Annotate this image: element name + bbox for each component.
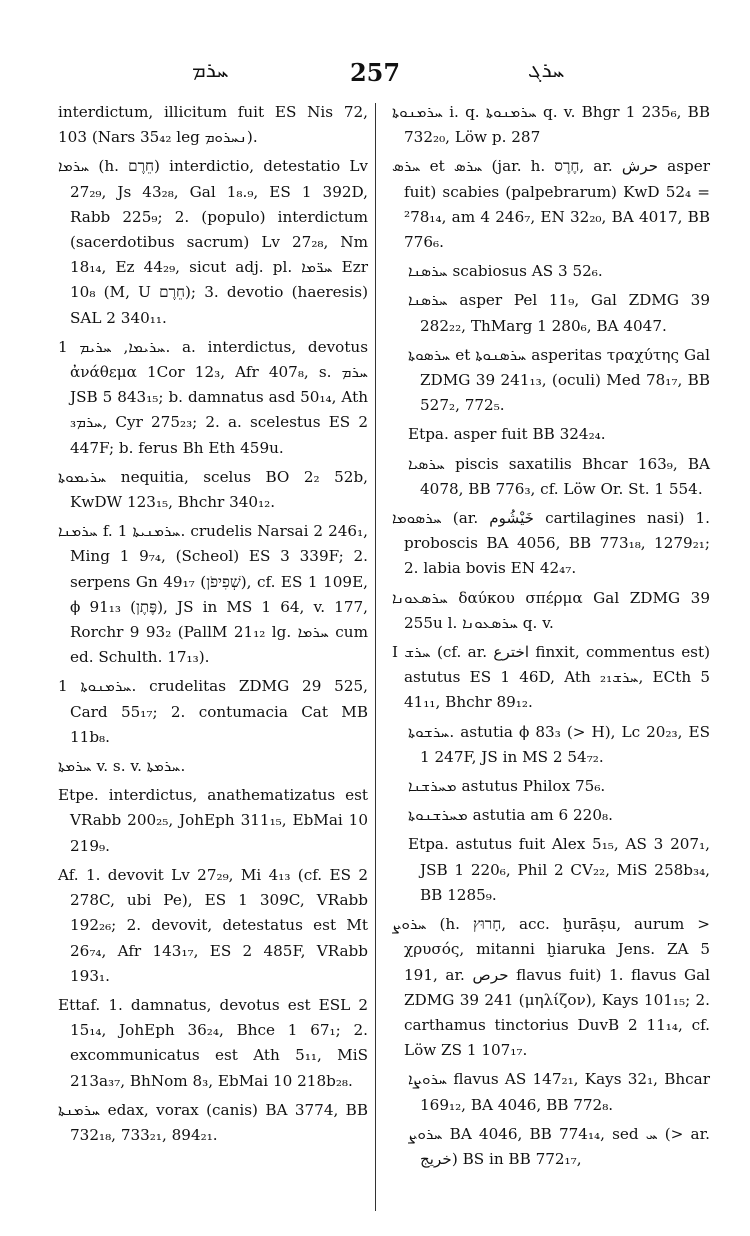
entry-af: Af. 1. devovit Lv 27₂₉, Mi 4₁₃ (cf. ES 2 278C, ubi Pe), ES 1 309C, VRabb 192₂₆; 2. devovit, detestatus est Mt 26₇₄, Afr 143₁₇, ES 2 485F, VRabb 193₁. — [58, 865, 368, 985]
entry-astutia: ܚܪܫܘܬܐ. astutia ϕ 83₃ (> H), Lc 20₂₃, ES 1 247F, JS in MS 2 54₇₂. — [408, 722, 710, 766]
entry-hramanuta: ܚܪܡܢܘܬܐ 1. crudelitas ZDMG 29 525, Card 55₁₇; 2. contumacia Cat MB 11b₈. — [58, 677, 368, 746]
entry-astutia-am: ܡܚܪܫܢܘܬܐ astutia am 6 220₈. — [408, 806, 613, 825]
entry-hrma: ܚܪܡܐ (h. חֵרֶם) interdictio, detestatio Lv 27₂₉, Js 43₂₈, Gal 1₈.₉, ES 1 392D, Rabb 225₉; 2. (populo) interdictum (sacerdotibus sacrum) Lv 27₂₈, Nm 18₁₄, Ez 44₂₉, sicut adj. pl. ܚܪ̈ܡܐ Ezr 10₈ (M, U חֵרֶם); 3. devotio (haeresis) SAL 2 340₁₁. — [58, 157, 368, 327]
entry-hramana: ܚܪܡܢܐ f. ܚܪܡܢܝܬܐ 1. crudelis Narsai 2 246₁, Ming 1 9₇₄, (Scheol) ES 3 339F; 2. serpens Gn 49₁₇ (שְׁפִיפֹן), cf. ES 1 109E, ϕ 91₁₃ (פֶּתֶן), JS in MS 1 64, v. 177, Rorchr 9 93₂ (PallM 21₁₂ lg. ܚܪܡܐ cum ed. Schulth. 17₁₃). — [58, 522, 369, 667]
entry-hrs: ܚܪܣ et ܚܪܣ (jar. h. חֶרֶס, ar. حرش asper fuit) scabies (palpebrarum) KwD 52₄ = ²78₁₄, am 4 246₇, EN 32₂₀, BA 4017, BB 776₆. — [392, 157, 710, 252]
entry-hrima: ܚܪܝܡܐ, ܚܪܝܡ 1. a. interdictus, devotus ἀνάθεμα 1Cor 12₃, Afr 407₈, s. ܚܪܡ JSB 5 843₁₅; b. damnatus asd 50₁₄, Ath ܚܪܡ₃, Cyr 275₂₃; 2. a. scelestus ES 2 447F; b. ferus Bh Eth 459u. — [58, 337, 368, 457]
entry-asperitas: ܚܪܣܘܬܐ et ܚܪܣܢܘܬܐ asperitas τραχύτης Gal ZDMG 39 241₁₃, (oculi) Med 78₁₇, BB 527₂, 772₅. — [408, 345, 711, 415]
entry-flavus: ܚܪܘܨܐ flavus AS 147₂₁, Kays 32₁, Bhcar 169₁₂, BA 4046, BB 772₈. — [408, 1070, 710, 1114]
entry-cross-ref: ܚܪܡܬܐ v. s. v. ܚܪܡܬܐ. — [58, 757, 186, 776]
right-column — [392, 100, 710, 1176]
entry-etpe: Etpe. interdictus, anathematizatus est VRabb 200₂₅, JohEph 311₁₅, EbMai 10 219₉. — [58, 786, 368, 855]
entry-iq: ܚܪܡܢܘܬܐ i. q. ܚܪܡܢܘܬܐ q. v. Bhgr 1 235₆, BB 732₂₀, Löw p. 287 — [392, 103, 711, 147]
entry-continuation: interdictum, illicitum fuit ES Nis 72, 103 (Nars 35₄₂ leg ܢܚܪܘܡ). — [58, 103, 368, 147]
entry-ettaf: Ettaf. 1. damnatus, devotus est ESL 2 15₁₄, JohEph 36₂₄, Bhce 1 67₁; 2. excommunicatus est Ath 5₁₁, MiS 213a₃₇, BhNom 8₃, EbMai 10 218b₂₈. — [58, 995, 368, 1090]
entry-edax: ܚܪܡܢܬܐ edax, vorax (canis) BA 3774, BB 732₁₈, 733₂₁, 894₂₁. — [58, 1100, 368, 1144]
entry-hrus-ba: ܚܪܘܨ BA 4046, BB 774₁₄, sed ܚ (> ar. خريج) BS in BB 772₁₇, — [408, 1124, 710, 1168]
entry-proboscis: ܚܪܣܘܡܐ (ar. خَيْشُوم cartilagines nasi) 1. proboscis BA 4056, BB 773₁₈, 1279₂₁; 2. labia bovis EN 42₄₇. — [392, 509, 710, 578]
running-head-left: ܚܪܡ — [192, 58, 229, 82]
entry-scabiosus: ܚܪܣܢܐ scabiosus AS 3 52₆. — [408, 262, 603, 281]
entry-etpa-astutus: Etpa. astutus fuit Alex 5₁₅, AS 3 207₁, JSB 1 220₆, Phil 2 CV₂₂, MiS 258b₃₄, BB 1285₉. — [408, 835, 710, 904]
entry-astutus: ܡܚܪܫܢܐ astutus Philox 75₆. — [408, 777, 606, 796]
column-divider — [375, 103, 376, 1211]
page-header — [0, 58, 750, 92]
entry-hrus: ܚܪܘܨ (h. חָרוּץ, acc. ḫurāṣu, aurum > χρυσός, mitanni ḫiaruka Jens. ZA 5 191, ar. حرص flavus fuit) 1. flavus Gal ZDMG 39 241 (μηλίζον), Kays 101₁₅; 2. carthamus tinctorius DuvB 2 11₁₄, cf. Löw ZS 1 107₁₇. — [392, 915, 710, 1060]
entry-etpa-asper: Etpa. asper fuit BB 324₂₄. — [408, 425, 606, 444]
entry-daukou: ܚܪܣܥܘܢܐ δαύκου σπέρμα Gal ZDMG 39 255u l. ܚܪܣܥܘܢܐ q. v. — [392, 588, 710, 632]
entry-piscis: ܚܪܣܝܐ piscis saxatilis Bhcar 163₉, BA 4078, BB 776₃, cf. Löw Or. St. 1 554. — [408, 454, 710, 498]
entry-asper: ܚܪܣܢܐ asper Pel 11₉, Gal ZDMG 39 282₂₂, ThMarg 1 280₆, BA 4047. — [408, 291, 710, 335]
entry-hrsh: I ܚܪܫ (cf. ar. اخترع finxit, commentus est) astutus ES 1 46D, Ath ܚܪܫ₂₁, ECth 5 41₁₁, Bhchr 89₁₂. — [392, 643, 711, 712]
page-number: 257 — [349, 58, 401, 87]
running-head-right: ܚܪܓ — [528, 58, 565, 82]
entry-hrimuta: ܚܪܝܡܘܬܐ nequitia, scelus BO 2₂ 52b, KwDW 123₁₅, Bhchr 340₁₂. — [58, 467, 368, 512]
left-column — [58, 100, 368, 1152]
